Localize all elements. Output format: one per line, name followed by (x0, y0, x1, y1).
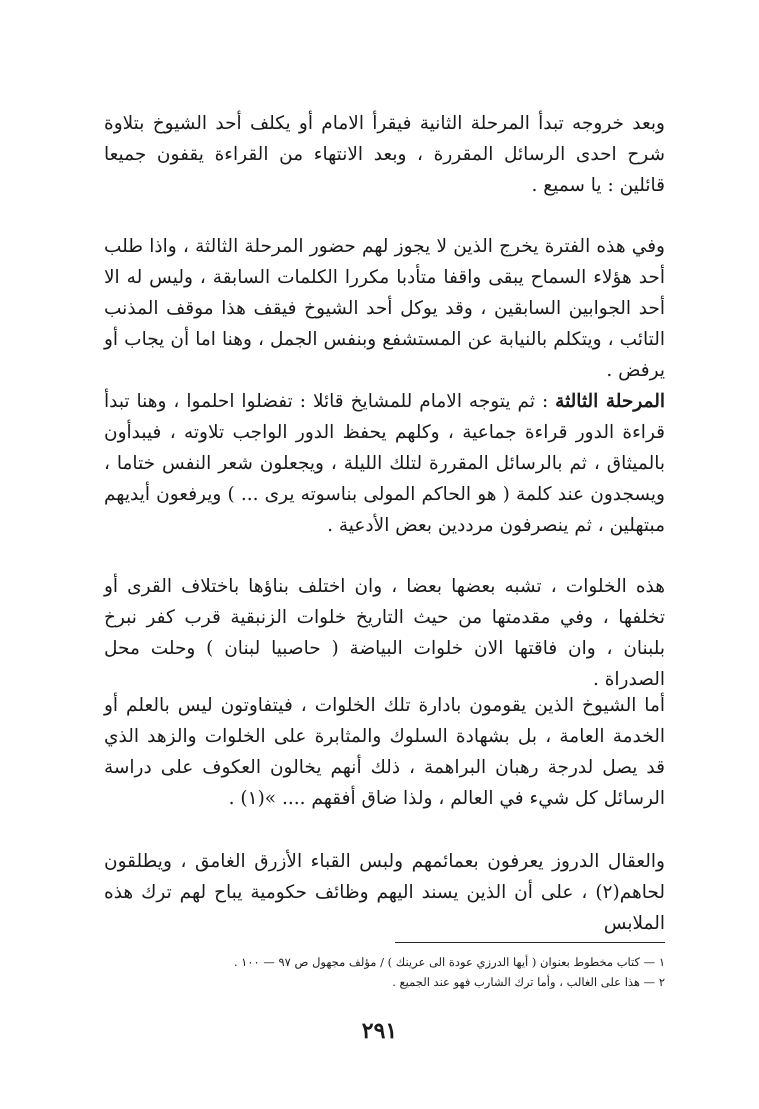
paragraph-5: أما الشيوخ الذين يقومون بادارة تلك الخلوات ، فيتفاوتون ليس بالعلم أو الخدمة العامة ، بل بشهادة السلوك والمثابرة على الخلوات والزهد الذي قد يصل لدرجة رهبان البراهمة ، ذلك أنهم يخالون العكوف على دراسة الرسائل كل شيء في العالم ، ولذا ضاق أفقهم .... »(١) . (104, 695, 665, 809)
footnote-text: كتاب مخطوط بعنوان ( أيها الدرزي عودة الى عرينك ) / مؤلف مجهول ص ٩٧ — ١٠٠ . (233, 955, 640, 969)
paragraph-3-body: قراءة الدور قراءة جماعية ، وكلهم يحفظ الدور الواجب تلاوته ، فيبدأون بالميثاق ، ثم بالرسائل المقررة لتلك الليلة ، ويجعلون شعر النفس ختاما ، ويسجدون عند كلمة ( هو الحاكم المولى بناسوته يرى ... ) ويرفعون أيديهم مبتهلين ، ثم ينصرفون مرددين بعض الأدعية . (104, 422, 665, 536)
footnote-divider (395, 942, 665, 943)
paragraph-4: هذه الخلوات ، تشبه بعضها بعضا ، وان اختلف بناؤها باختلاف القرى أو تخلفها ، وفي مقدمتها من حيث التاريخ خلوات الزنبقية قرب كفر نبرخ بلبنان ، وان فاقتها الان خلوات البياضة ( حاصبيا لبنان ) وحلت محل الصدراة . (104, 576, 665, 690)
footnote-number: ١ — (643, 955, 665, 969)
paragraph-6: والعقال الدروز يعرفون بعمائمهم ولبس القباء الأزرق الغامق ، ويطلقون لحاهم(٢) ، على أن الذين يسند اليهم وظائف حكومية يباح لهم ترك هذه الملابس (104, 851, 665, 934)
footnote-1 (233, 952, 665, 972)
footnote-number: ٢ — (643, 975, 665, 989)
page-number: ٢٩١ (361, 1018, 398, 1044)
paragraph-1: وبعد خروجه تبدأ المرحلة الثانية فيقرأ الامام أو يكلف أحد الشيوخ بتلاوة شرح احدى الرسائل المقررة ، وبعد الانتهاء من القراءة يقفون جميعا قائلين : يا سميع . (104, 113, 665, 196)
footnote-2 (250, 972, 665, 992)
paragraph-third-stage (104, 386, 665, 541)
heading-continuation: : ثم يتوجه الامام للمشايخ قائلا : تفضلوا احلموا ، وهنا تبدأ (104, 391, 556, 412)
footnote-text: هذا على الغالب ، وأما ترك الشارب فهو عند الجميع . (392, 975, 640, 989)
paragraph-2: وفي هذه الفترة يخرج الذين لا يجوز لهم حضور المرحلة الثالثة ، واذا طلب أحد هؤلاء السماح يبقى واقفا متأدبا مكررا الكلمات السابقة ، وليس له الا أحد الجوابين السابقين ، وقد يوكل أحد الشيوخ فيقف هذا موقف المذنب التائب ، ويتكلم بالنيابة عن المستشفع وبنفس الجمل ، وهنا اما أن يجاب أو يرفض . (104, 236, 665, 381)
section-heading: المرحلة الثالثة (555, 391, 665, 412)
footnotes (233, 952, 665, 992)
